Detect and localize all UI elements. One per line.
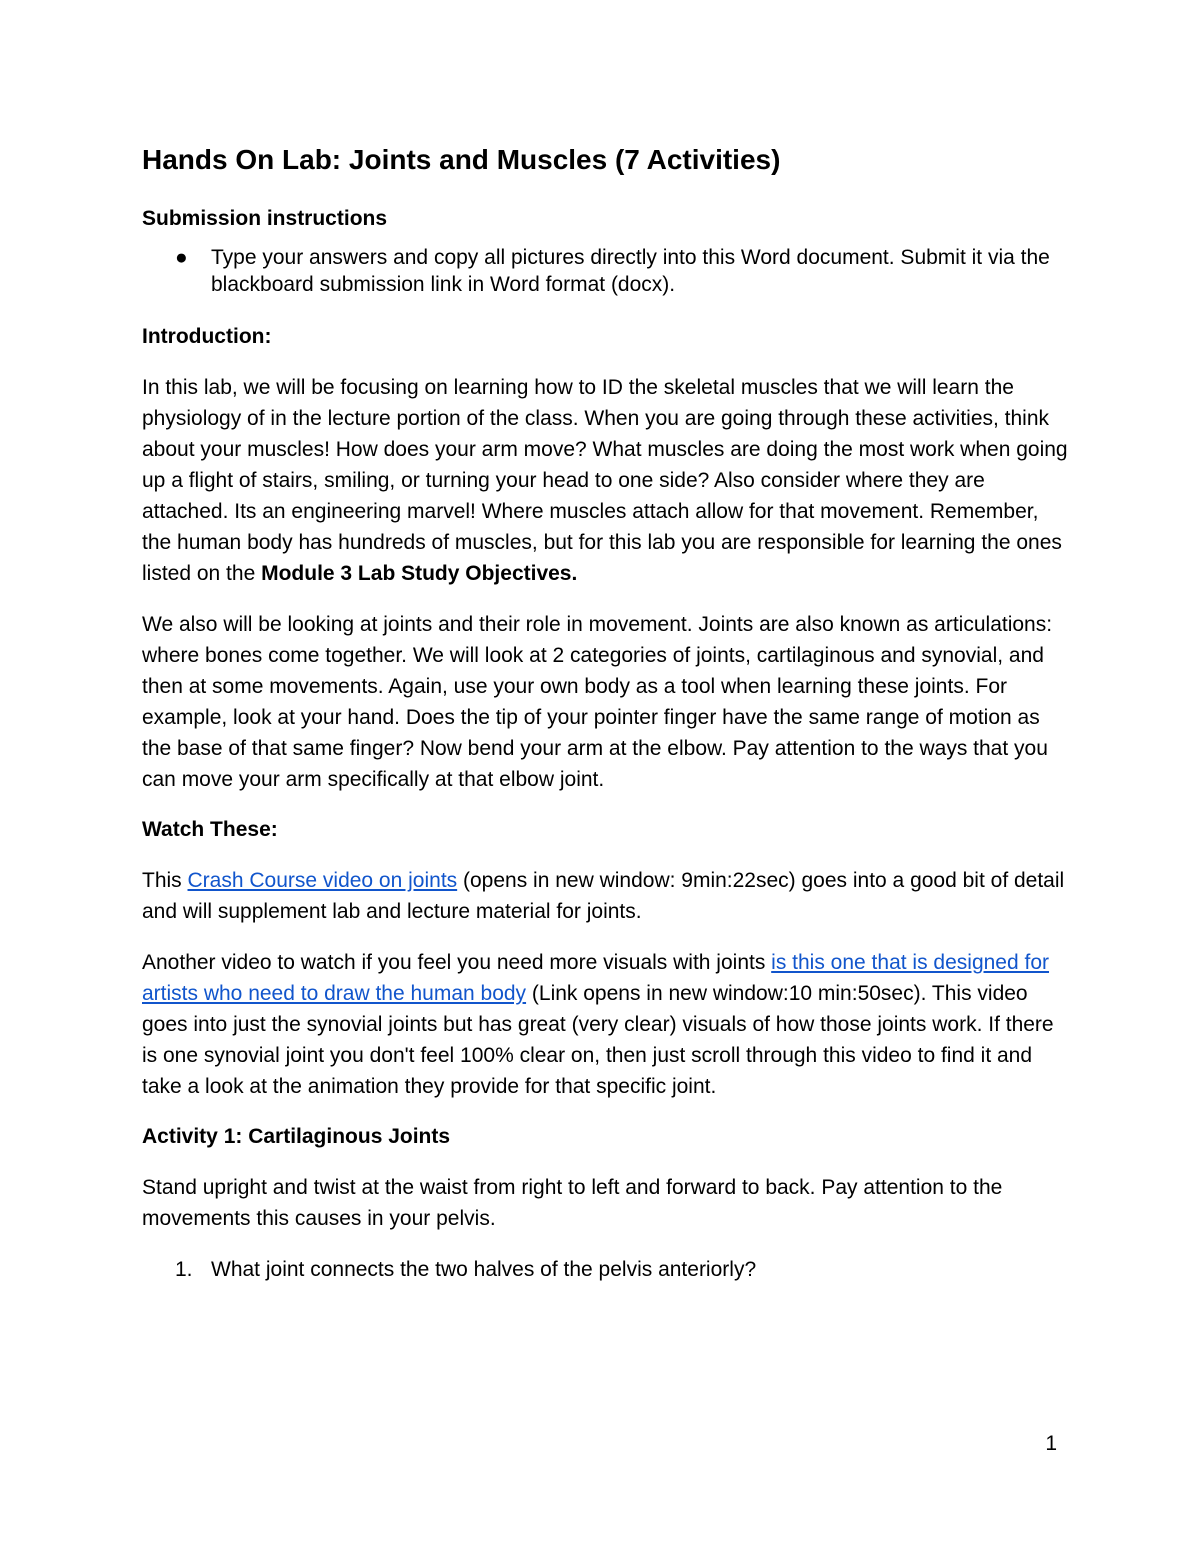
watch-p1-after: (opens in new window: 9min:22sec) goes into a good bit of detail and will supplement lab and lecture material for joints. — [142, 869, 1065, 923]
submission-bullet-text: Type your answers and copy all pictures directly into this Word document. Submit it via the blackboard submission link in Word format (docx). — [211, 246, 1050, 296]
document-content — [142, 138, 1072, 1285]
watch-paragraph-1 — [142, 865, 1072, 927]
watch-p1-before: This — [142, 869, 188, 892]
introduction-paragraph-1 — [142, 372, 1072, 589]
question-item — [142, 1254, 1072, 1285]
watch-p2-after: (Link opens in new window:10 min:50sec). This video goes into just the synovial joints but has great (very clear) visuals of how those joints work. If there is one synovial joint you don't feel 100% clear on, then just scroll through this video to find it and take a look at the animation they provide for that specific joint. — [142, 982, 1054, 1098]
question-number: 1. — [175, 1258, 193, 1281]
watch-p2-before: Another video to watch if you feel you need more visuals with joints — [142, 951, 772, 974]
crash-course-video-link[interactable]: Crash Course video on joints — [187, 869, 458, 892]
activity1-heading: Activity 1: Cartilaginous Joints — [142, 1125, 451, 1148]
activity1-paragraph: Stand upright and twist at the waist from right to left and forward to back. Pay attention to the movements this causes in your pelvis. — [142, 1176, 1003, 1230]
question-text: What joint connects the two halves of the pelvis anteriorly? — [211, 1258, 757, 1281]
document-title: Hands On Lab: Joints and Muscles (7 Activities) — [142, 144, 781, 175]
introduction-paragraph-2: We also will be looking at joints and their role in movement. Joints are also known as articulations: where bones come together. We will look at 2 categories of joints, cartilaginous and synovial, and then at some movements. Again, use your own body as a tool when learning these joints. For example, look at your hand. Does the tip of your pointer finger have the same range of motion as the base of that same finger? Now bend your arm at the elbow. Pay attention to the ways that you can move your arm specifically at that elbow joint. — [142, 613, 1053, 791]
artists-video-link[interactable]: is this one that is designed for artists who need to draw the human body — [142, 951, 1050, 1005]
introduction-heading: Introduction: — [142, 325, 272, 348]
submission-heading: Submission instructions — [142, 207, 388, 230]
module-objectives-bold: Module 3 Lab Study Objectives. — [261, 562, 578, 585]
introduction-p1-text: In this lab, we will be focusing on learning how to ID the skeletal muscles that we will learn the physiology of in the lecture portion of the class. When you are going through these activities, think about your muscles! How does your arm move? What muscles are doing the most work when going up a flight of stairs, smiling, or turning your head to one side? Also consider where they are attached. Its an engineering marvel! Where muscles attach allow for that movement. Remember, the human body has hundreds of muscles, but for this lab you are responsible for learning the ones listed on the — [142, 376, 1068, 585]
watch-paragraph-2 — [142, 947, 1072, 1102]
bullet-icon: ● — [175, 246, 188, 269]
activity1-question-list — [142, 1254, 1072, 1285]
submission-bullet-item — [142, 244, 1072, 298]
watch-heading: Watch These: — [142, 818, 278, 841]
submission-list — [142, 244, 1072, 298]
page-number: 1 — [1045, 1432, 1057, 1455]
